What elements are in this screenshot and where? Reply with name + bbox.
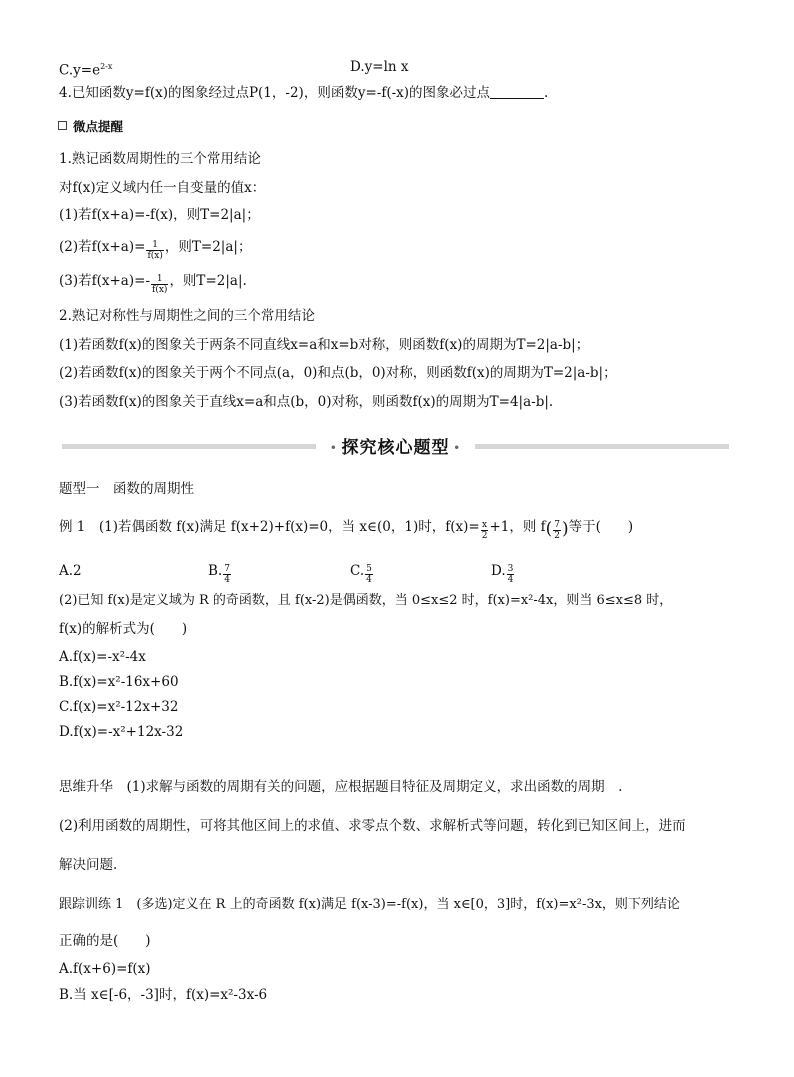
fraction: $\frac{7}{2}$ [554, 520, 561, 541]
fraction: $\frac{x}{2}$ [481, 520, 488, 541]
tip-line-5: (3)若f(x+a)=- $\frac{1}{f(x)}$ ，则T=2|a|. [59, 273, 247, 295]
tracking-line-2: 正确的是( ) [59, 933, 151, 949]
example-1-part-1: 例 1 (1)若偶函数 f(x)满足 f(x+2)+f(x)=0，当 x∈(0，1)时，f(x)= $\frac{x}{2}$ +1，则 f( $\frac{7}{2}$ )等于( ) [59, 519, 634, 541]
tracking-option-a: A.f(x+6)=f(x) [59, 961, 151, 977]
thinking-line-2: (2)利用函数的周期性，可将其他区间上的求值、求零点个数、求解析式等问题，转化到已知区间上，进而 [59, 818, 686, 834]
answer-blank[interactable] [490, 98, 544, 99]
example-1-part-2-line-1: (2)已知 f(x)是定义域为 R 的奇函数，且 f(x-2)是偶函数，当 0≤x≤2 时，f(x)=x²-4x，则当 6≤x≤8 时， [59, 593, 673, 608]
ex1-option-a: A.2 [59, 563, 82, 579]
ex2-option-a: A.f(x)=-x²-4x [59, 649, 146, 665]
tip-line-8: (2)若函数f(x)的图象关于两个不同点(a，0)和点(b，0)对称，则函数f(x)的周期为T=2|a-b|； [59, 365, 617, 381]
thinking-line-3: 解决问题. [59, 857, 118, 873]
tip-line-1: 1.熟记函数周期性的三个常用结论 [59, 151, 261, 167]
square-icon [58, 121, 67, 130]
tracking-option-b: B.当 x∈[-6，-3]时，f(x)=x²-3x-6 [59, 987, 268, 1003]
fraction: $\frac{5}{4}$ [366, 564, 372, 585]
tip-line-3: (1)若f(x+a)=-f(x)，则T=2|a|； [59, 207, 260, 223]
ex1-option-d: D. $\frac{3}{4}$ [491, 563, 514, 585]
tracking-line-1: 跟踪训练 1 (多选)定义在 R 上的奇函数 f(x)满足 f(x-3)=-f(x)，当 x∈[0，3]时，f(x)=x²-3x，则下列结论 [59, 897, 680, 912]
fraction: $\frac{7}{4}$ [224, 564, 230, 585]
ex2-option-d: D.f(x)=-x²+12x-32 [59, 724, 184, 740]
ex2-option-b: B.f(x)=x²-16x+60 [59, 674, 179, 690]
example-1-part-2-line-2: f(x)的解析式为( ) [59, 621, 188, 637]
ex1-option-c: C. $\frac{5}{4}$ [350, 563, 372, 585]
question-4: 4.已知函数y=f(x)的图象经过点P(1，-2)，则函数y=-f(-x)的图象必过点 . [59, 85, 549, 101]
tip-line-7: (1)若函数f(x)的图象关于两条不同直线x=a和x=b对称，则函数f(x)的周期为T=2|a-b|； [59, 337, 590, 353]
tip-line-4: (2)若f(x+a)= $\frac{1}{f(x)}$ ，则T=2|a|； [59, 239, 252, 261]
type-heading: 题型一 函数的周期性 [59, 481, 194, 497]
tip-line-9: (3)若函数f(x)的图象关于直线x=a和点(b，0)对称，则函数f(x)的周期为T=4|a-b|. [59, 394, 554, 410]
fraction: $\frac{3}{4}$ [507, 564, 514, 585]
ex2-option-c: C.f(x)=x²-12x+32 [59, 699, 179, 715]
banner-title: • 探究核心题型 • [316, 438, 475, 458]
fraction: $\frac{1}{f(x)}$ [152, 274, 168, 295]
tip-line-2: 对f(x)定义域内任一自变量的值x： [59, 180, 266, 196]
fraction: $\frac{1}{f(x)}$ [147, 240, 163, 261]
tip-line-6: 2.熟记对称性与周期性之间的三个常用结论 [59, 308, 315, 324]
tips-heading: 微点提醒 [58, 117, 123, 135]
thinking-line-1: 思维升华 (1)求解与函数的周期有关的问题，应根据题目特征及周期定义，求出函数的周期 . [59, 779, 623, 795]
option-c: $C.y=e^{2-x}$ [59, 62, 113, 79]
option-d: D.y=ln x [350, 59, 409, 75]
ex1-option-b: B. $\frac{7}{4}$ [208, 563, 230, 585]
section-banner [62, 433, 729, 459]
